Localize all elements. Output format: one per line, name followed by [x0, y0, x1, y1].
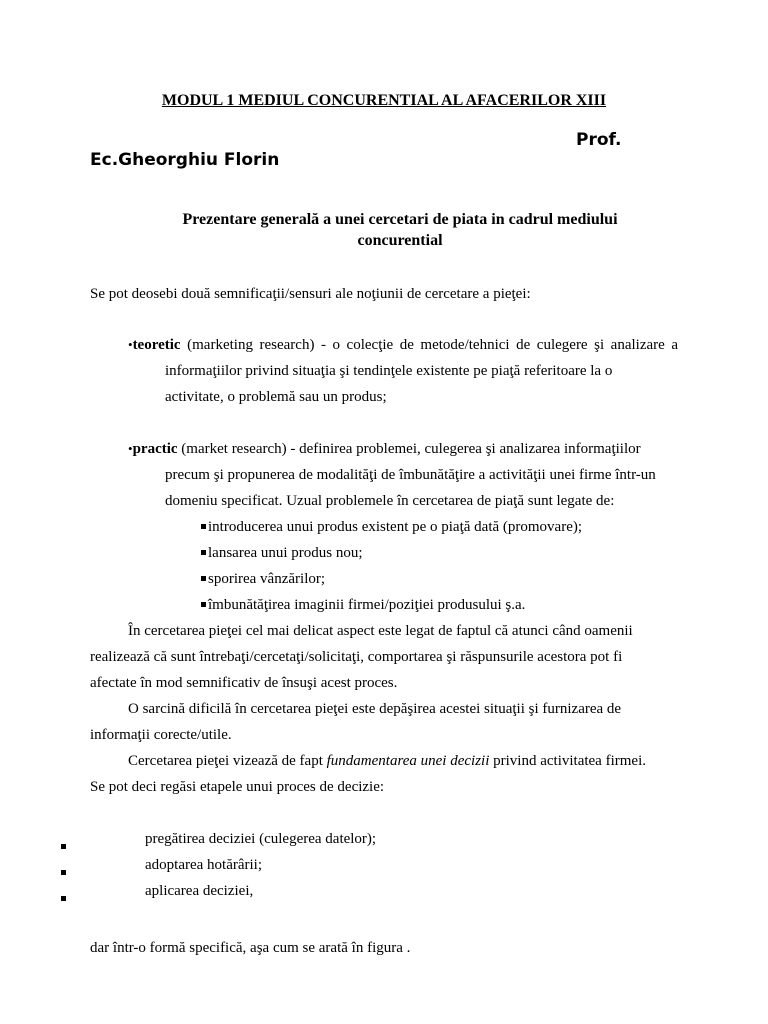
paragraph-2-line-2: informaţii corecte/utile.: [90, 727, 232, 743]
section-subtitle: [120, 209, 680, 251]
paragraph-1-line-2: realizează că sunt întrebaţi/cercetaţi/solicitaţi, comportarea şi răspunsurile acestora pot fi: [90, 649, 623, 665]
list-item: adoptarea hotărârii;: [145, 857, 263, 873]
square-bullet-icon: [201, 524, 206, 529]
theoretic-line-2: informaţiilor privind situaţia şi tendinţele existente pe piaţă referitoare la o: [165, 363, 613, 379]
practic-term: practic: [132, 441, 178, 457]
paragraph-3-line-2: Se pot deci regăsi etapele unui proces de decizie:: [90, 779, 385, 795]
practic-line-2: precum şi propunerea de modalităţi de îmbunătăţire a activităţii unei firme într-un: [165, 467, 656, 483]
square-bullet-icon: [61, 863, 66, 880]
author-name: Ec.Gheorghiu Florin: [90, 150, 280, 170]
square-bullet-icon: [201, 550, 206, 555]
theoretic-item: [128, 337, 678, 354]
closing-text: dar într-o formă specifică, aşa cum se arată în figura .: [90, 940, 411, 956]
theoretic-line-3: activitate, o problemă sau un produs;: [165, 389, 387, 405]
document-title: MODUL 1 MEDIUL CONCURENTIAL AL AFACERILOR XIII: [161, 92, 607, 109]
practic-line-3: domeniu specificat. Uzual problemele în cercetarea de piaţă sunt legate de:: [165, 493, 615, 509]
square-bullet-icon: [201, 602, 206, 607]
list-item: lansarea unui produs nou;: [201, 545, 363, 562]
author-prefix: Prof.: [576, 130, 622, 150]
list-item: îmbunătăţirea imaginii firmei/poziţiei produsului ş.a.: [201, 597, 525, 614]
practic-item: [128, 441, 641, 458]
list-item: aplicarea deciziei,: [145, 883, 254, 899]
bullet-icon: •: [128, 441, 133, 456]
theoretic-term: teoretic: [132, 337, 181, 353]
subtitle-line-1: Prezentare generală a unei cercetari de piata in cadrul mediului: [182, 211, 618, 228]
list-item: sporirea vânzărilor;: [201, 571, 325, 588]
paragraph-2-line-1: O sarcină dificilă în cercetarea pieţei este depăşirea acestei situaţii şi furnizarea de: [128, 701, 622, 717]
intro-text: Se pot deosebi două semnificaţii/sensuri ale noţiunii de cercetare a pieţei:: [90, 286, 531, 302]
square-bullet-icon: [61, 837, 66, 854]
square-bullet-icon: [201, 576, 206, 581]
subtitle-line-2: concurential: [357, 232, 443, 249]
square-bullet-icon: [61, 889, 66, 906]
theoretic-line-1: (marketing research) - o colecţie de metode/tehnici de culegere şi analizare a: [180, 337, 678, 353]
paragraph-1-line-1: În cercetarea pieţei cel mai delicat aspect este legat de faptul că atunci când oamenii: [128, 623, 633, 639]
emphasis-text: fundamentarea unei decizii: [326, 753, 490, 769]
practic-line-1: (market research) - definirea problemei, culegerea şi analizarea informaţiilor: [177, 441, 641, 457]
paragraph-1-line-3: afectate în mod semnificativ de însuşi acest proces.: [90, 675, 398, 691]
list-item: pregătirea deciziei (culegerea datelor);: [145, 831, 377, 847]
list-item: introducerea unui produs existent pe o piaţă dată (promovare);: [201, 519, 582, 536]
bullet-icon: •: [128, 337, 133, 352]
paragraph-3-line-1: Cercetarea pieţei vizează de fapt fundamentarea unei decizii privind activitatea firmei.: [128, 753, 646, 769]
